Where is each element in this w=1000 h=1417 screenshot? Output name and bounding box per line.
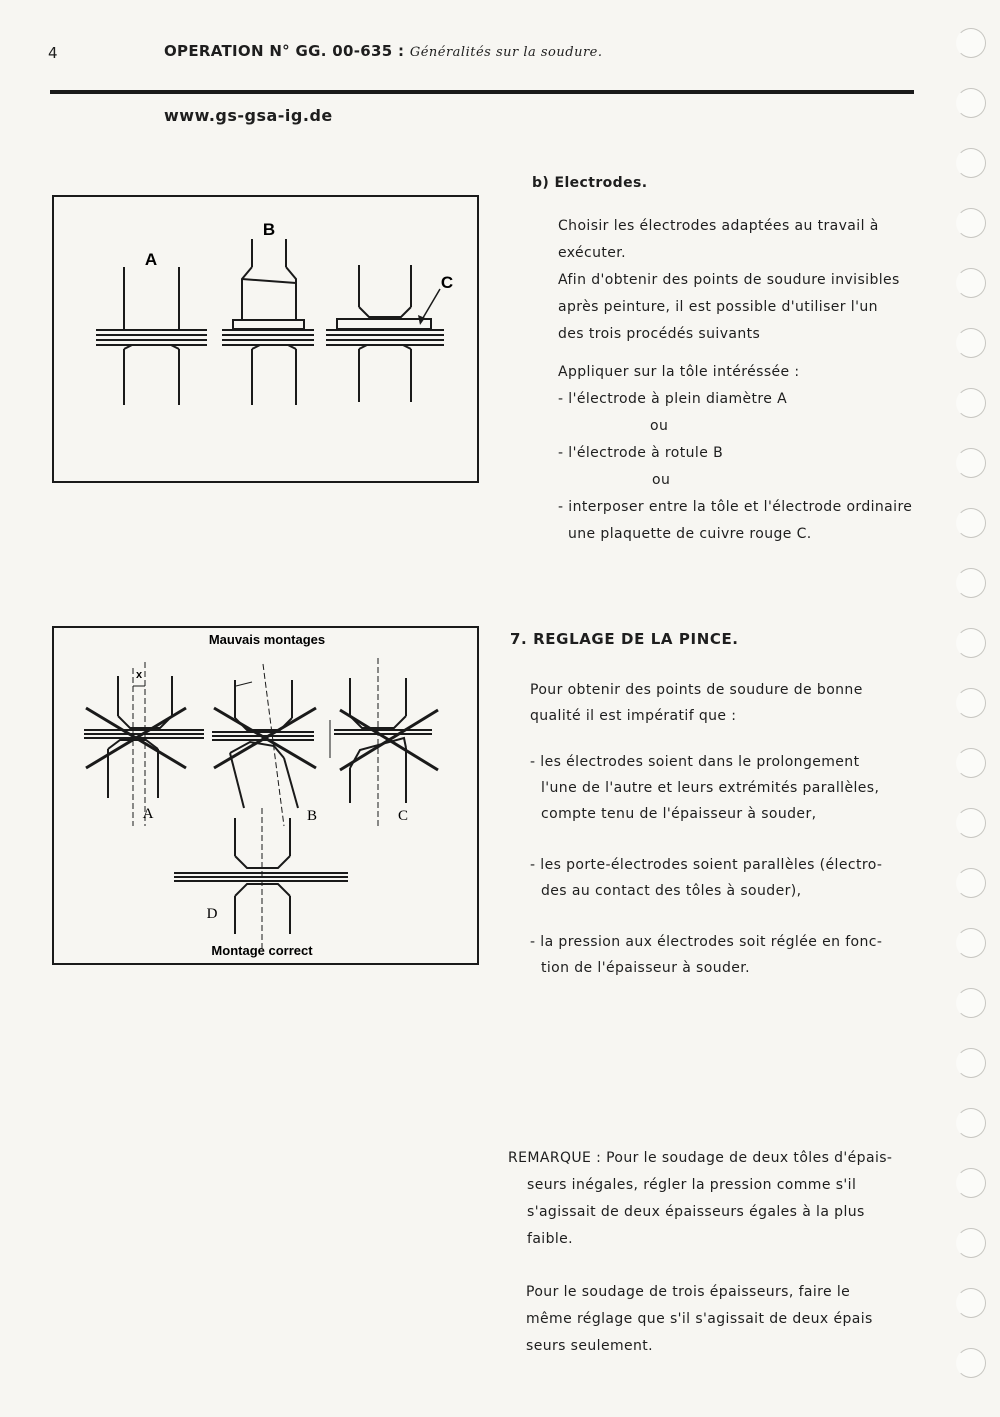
figure2-title: Mauvais montages: [208, 632, 326, 647]
electrodes-apply: Appliquer sur la tôle intéréssée :: [558, 364, 800, 380]
electrodes-p2-line3: des trois procédés suivants: [558, 326, 761, 342]
reglage-item3-line2: tion de l'épaisseur à souder.: [541, 960, 750, 976]
punch-hole-icon: [956, 748, 986, 778]
electrodes-or2: ou: [652, 472, 671, 488]
figure-electrodes: [52, 195, 479, 483]
reglage-item1-line1: - les électrodes soient dans le prolongement: [530, 754, 860, 770]
punch-hole-icon: [956, 628, 986, 658]
reglage-heading: 7. REGLAGE DE LA PINCE.: [510, 630, 739, 648]
page-number: 4: [48, 44, 58, 62]
punch-hole-icon: [956, 688, 986, 718]
page-header: [164, 42, 603, 60]
reglage-intro-line1: Pour obtenir des points de soudure de bonne: [530, 682, 863, 698]
punch-hole-icon: [956, 1288, 986, 1318]
electrodes-heading: b) Electrodes.: [532, 175, 648, 191]
reglage-item2-line1: - les porte-électrodes soient parallèles (électro-: [530, 857, 883, 873]
binder-holes: [940, 20, 1000, 1400]
punch-hole-icon: [956, 928, 986, 958]
mounting-diagram: [54, 628, 477, 963]
figure2-caption: Montage correct: [211, 943, 313, 958]
punch-hole-icon: [956, 388, 986, 418]
remarque-p1-line1: REMARQUE : Pour le soudage de deux tôles d'épais-: [508, 1150, 893, 1166]
electrodes-p1-line2: exécuter.: [558, 245, 627, 261]
electrodes-p2-line2: après peinture, il est possible d'utiliser l'un: [558, 299, 878, 315]
figure2-label-d: D: [206, 906, 218, 922]
remarque-p2-line2: même réglage que s'il s'agissait de deux épais: [526, 1311, 873, 1327]
punch-hole-icon: [956, 1348, 986, 1378]
electrodes-item3-line2: une plaquette de cuivre rouge C.: [568, 526, 812, 542]
electrodes-p1-line1: Choisir les électrodes adaptées au travail à: [558, 218, 879, 234]
punch-hole-icon: [956, 808, 986, 838]
punch-hole-icon: [956, 508, 986, 538]
figure1-label-c: C: [440, 273, 454, 292]
punch-hole-icon: [956, 988, 986, 1018]
punch-hole-icon: [956, 1168, 986, 1198]
header-subtitle: Généralités sur la soudure.: [409, 45, 603, 60]
figure2-label-a: A: [142, 806, 154, 822]
remarque-p1-line3: s'agissait de deux épaisseurs égales à la plus: [527, 1204, 865, 1220]
figure2-label-x: x: [135, 669, 143, 681]
punch-hole-icon: [956, 268, 986, 298]
punch-hole-icon: [956, 868, 986, 898]
figure2-label-c: C: [397, 808, 409, 824]
electrodes-item2: - l'électrode à rotule B: [558, 445, 724, 461]
figure2-label-b: B: [306, 808, 318, 824]
source-url: www.gs-gsa-ig.de: [164, 106, 333, 125]
punch-hole-icon: [956, 1228, 986, 1258]
remarque-p2-line1: Pour le soudage de trois épaisseurs, faire le: [526, 1284, 851, 1300]
remarque-p2-line3: seurs seulement.: [526, 1338, 654, 1354]
punch-hole-icon: [956, 148, 986, 178]
reglage-item1-line2: l'une de l'autre et leurs extrémités parallèles,: [541, 780, 880, 796]
reglage-item3-line1: - la pression aux électrodes soit réglée en fonc-: [530, 934, 883, 950]
punch-hole-icon: [956, 328, 986, 358]
punch-hole-icon: [956, 568, 986, 598]
figure-mounting: [52, 626, 479, 965]
punch-hole-icon: [956, 1048, 986, 1078]
header-rule: [50, 90, 914, 94]
punch-hole-icon: [956, 28, 986, 58]
figure1-label-a: A: [144, 250, 158, 269]
reglage-section: [530, 677, 930, 981]
operation-number: OPERATION N° GG. 00-635 :: [164, 42, 405, 60]
electrodes-p2-line1: Afin d'obtenir des points de soudure invisibles: [558, 272, 900, 288]
punch-hole-icon: [956, 448, 986, 478]
electrodes-item1: - l'électrode à plein diamètre A: [558, 391, 788, 407]
remarque-section: [508, 1145, 918, 1360]
electrodes-or1: ou: [650, 418, 669, 434]
punch-hole-icon: [956, 208, 986, 238]
punch-hole-icon: [956, 88, 986, 118]
electrodes-section: [532, 170, 932, 548]
remarque-p1-line2: seurs inégales, régler la pression comme s'il: [527, 1177, 857, 1193]
remarque-p1-line4: faible.: [527, 1231, 574, 1247]
reglage-item1-line3: compte tenu de l'épaisseur à souder,: [541, 806, 817, 822]
reglage-item2-line2: des au contact des tôles à souder),: [541, 883, 802, 899]
punch-hole-icon: [956, 1108, 986, 1138]
reglage-intro-line2: qualité il est impératif que :: [530, 708, 737, 724]
electrodes-item3-line1: - interposer entre la tôle et l'électrode ordinaire: [558, 499, 913, 515]
figure1-label-b: B: [262, 220, 276, 239]
electrodes-diagram: [54, 197, 477, 481]
